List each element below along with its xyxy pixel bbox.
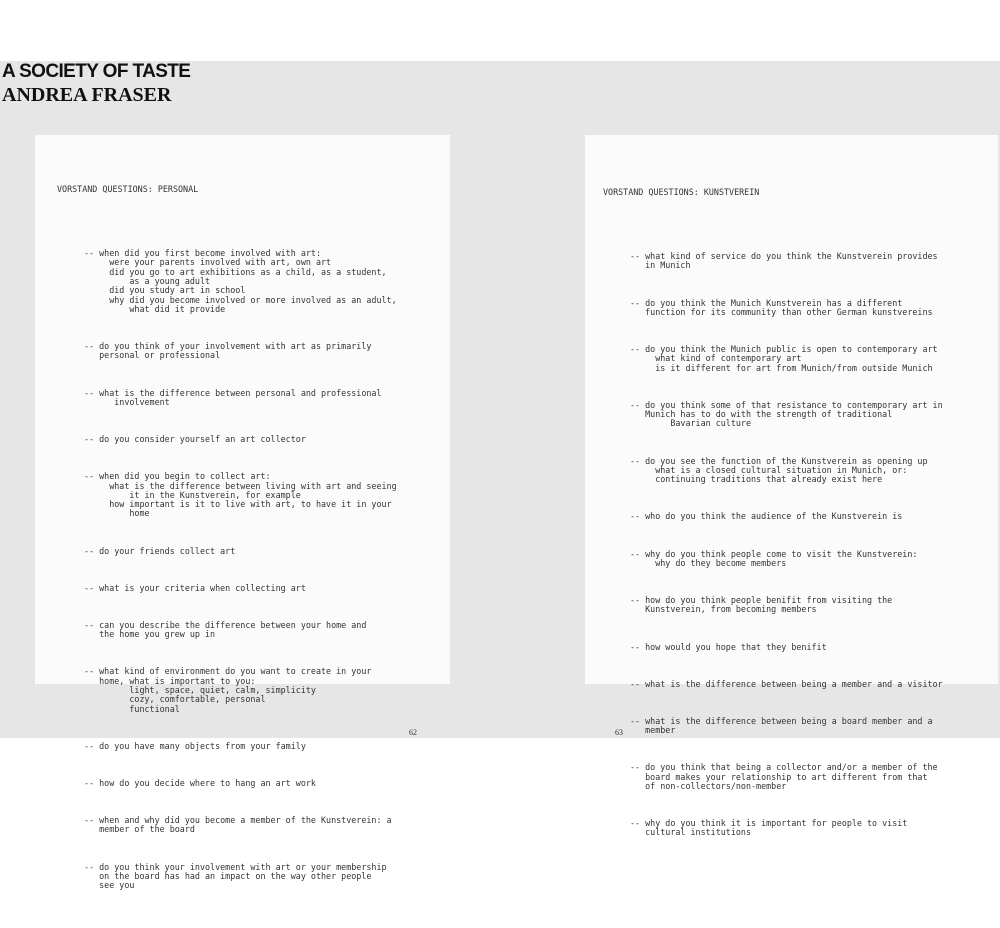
question-item: -- do your friends collect art <box>84 545 236 556</box>
question-item: -- what kind of service do you think the Kunstverein provides in Munich <box>630 251 938 271</box>
right-question-list <box>630 233 943 865</box>
left-typescript <box>57 166 397 928</box>
question-item: -- do you think the Munich Kunstverein has a different function for its community than other German kunstvereins <box>630 297 933 317</box>
question-item: -- when and why did you become a member of the Kunstverein: a member of the board <box>84 815 392 835</box>
question-item: -- what is the difference between personal and professional involvement <box>84 387 382 407</box>
question-item: -- how do you decide where to hang an art work <box>84 778 316 788</box>
book-author: ANDREA FRASER <box>2 84 172 106</box>
question-item: -- what kind of environment do you want to create in your home, what is important to you: light, space, quiet, calm, simplicity cozy, comfortable, personal functional <box>84 666 372 714</box>
question-item: -- when did you begin to collect art: what is the difference between living with art and seeing it in the Kunstverein, for example how important is it to live with art, to have it in your home <box>84 471 397 519</box>
question-item: -- do you consider yourself an art collector <box>84 434 306 445</box>
book-title: A SOCIETY OF TASTE <box>2 61 191 82</box>
question-item: -- why do you think people come to visit the Kunstverein: why do they become members <box>630 548 918 568</box>
question-item: -- do you think that being a collector and/or a member of the board makes your relationship to art different from that of non-collectors/non-member <box>630 762 938 791</box>
question-item: -- who do you think the audience of the Kunstverein is <box>630 511 903 522</box>
question-item: -- what is your criteria when collecting art <box>84 582 306 593</box>
right-typescript <box>603 169 943 875</box>
question-item: -- do you see the function of the Kunstverein as opening up what is a closed cultural situation in Munich, or: continuing traditions that already exist here <box>630 455 928 485</box>
page-number-right: 63 <box>615 728 623 737</box>
left-heading: VORSTAND QUESTIONS: PERSONAL <box>57 183 199 194</box>
question-item: -- do you think the Munich public is open to contemporary art what kind of contemporary art is it different for art from Munich/from outside Munich <box>630 344 938 373</box>
page-number-left: 62 <box>409 728 417 737</box>
question-item: -- do you think some of that resistance to contemporary art in Munich has to do with the strength of traditional Bavarian culture <box>630 399 943 429</box>
right-heading: VORSTAND QUESTIONS: KUNSTVEREIN <box>603 186 760 197</box>
question-item: -- what is the difference between being a board member and a member <box>630 715 933 736</box>
question-item: -- how do you think people benifit from visiting the Kunstverein, from becoming members <box>630 595 893 615</box>
question-item: -- how would you hope that they benifit <box>630 641 827 652</box>
question-item: -- can you describe the difference between your home and the home you grew up in <box>84 619 367 640</box>
question-item: -- when did you first become involved with art: were your parents involved with art, own art did you go to art exhibitions as a child, as a student, as a young adult did you study art in school why did you become involved or more involved as an adult, what did it provide <box>84 248 397 314</box>
question-item: -- what is the difference between being a member and a visitor <box>630 678 943 689</box>
question-item: -- do you have many objects from your family <box>84 740 306 751</box>
question-item: -- why do you think it is important for people to visit cultural institutions <box>630 818 908 838</box>
left-question-list <box>84 230 397 918</box>
question-item: -- do you think of your involvement with art as primarily personal or professional <box>84 341 372 361</box>
question-item: -- do you think your involvement with art or your membership on the board has had an impact on the way other people see you <box>84 861 387 891</box>
